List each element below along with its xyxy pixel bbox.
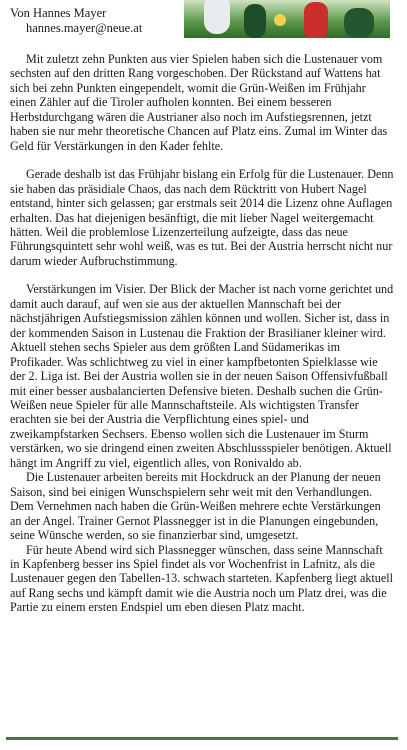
byline [10,6,142,36]
paragraph: Verstärkungen im Visier. Der Blick der Macher ist nach vorne gerichtet und damit auch darauf, auf wen sie aus der aktuellen Mannschaft bei der nächstjährigen Aufstiegsmission zählen können und wollen. Sicher ist, dass in der kommenden Saison in Lustenau die Fraktion der Brasilianer kleiner wird. Aktuell stehen sechs Spieler aus dem größten Land Südamerikas im Profikader. Was schlichtweg zu viel in einer kampfbetonten Spielklasse wie der 2. Liga ist. Bei der Austria wollen sie in der neuen Saison Offensivfußball mit einer besser ausbalancierten Defensive bieten. Deshalb suchen die Grün-Weißen neue Spieler für alle Mannschaftsteile. Als wichtigsten Transfer erachten sie bei der Austria die Verpflichtung eines spiel- und zweikampfstarken Sechsers. Ebenso wollen sich die Lustenauer im Sturm verstärken, wo sie dringend einen zweiten Abschlussspieler benötigen. Aktuell hängt im Angriff zu viel, eigentlich alles, von Ronivaldo ab. [10,282,394,470]
author-email[interactable]: hannes.mayer@neue.at [26,21,143,35]
author-name: Von Hannes Mayer [10,6,107,20]
article-body [10,52,394,615]
ball-shape [274,14,286,26]
footer-rule [6,737,398,740]
paragraph: Gerade deshalb ist das Frühjahr bislang ein Erfolg für die Lustenauer. Denn sie haben das präsidiale Chaos, das nach dem Rücktritt von Hubert Nagel entstand, hinter sich gelassen; gar erstmals seit 2014 die Lizenz ohne Auflagen erhalten. Das hat diejenigen besänftigt, die mit lieber Nagel weitergemacht hätten. Weil die problemlose Lizenzerteilung aufzeigte, dass das neue Führungsquintett sehr wohl weiß, was es tut. Bei der Austria herrscht nicht nur darum wieder Aufbruchstimmung. [10,167,394,268]
paragraph: Die Lustenauer arbeiten bereits mit Hockdruck an der Planung der neuen Saison, sind bei einigen Wunschspielern sehr weit mit den Verhandlungen. Dem Vernehmen nach haben die Grün-Weißen mehrere echte Verstärkungen an der Angel. Trainer Gernot Plassnegger ist in die Planungen eingebunden, seine Wünsche werden, so sie finanzierbar sind, umgesetzt. [10,470,381,543]
paragraph: Für heute Abend wird sich Plassnegger wünschen, dass seine Mannschaft in Kapfenberg besser ins Spiel findet als vor Wochenfrist in Lafnitz, als die Lustenauer gegen den Tabellen-13. schwach starteten. Kapfenberg liegt aktuell auf Rang sechs und kämpft damit wie die Austria noch um Platz drei, was die Partie zu einem ersten Endspiel um eben diesen Platz macht. [10,542,394,615]
player-shape [204,0,230,34]
player-shape [244,4,266,38]
player-shape [304,2,328,38]
paragraph: Mit zuletzt zehn Punkten aus vier Spielen haben sich die Lustenauer vom sechsten auf den dritten Rang vorgeschoben. Der Rückstand auf Wattens hat sich bei zehn Punkten eingependelt, womit die Grün-Weißen im Frühjahr einen Zähler auf die Tiroler aufholen konnten. Bei einem besseren Herbstdurchgang wären die Austrianer also noch im Aufstiegsrennen, jetzt haben sie nur mehr theoretische Chancen auf Platz eins. Zumal im Winter das Geld für Verstärkungen in den Kader fehlte. [10,52,388,153]
player-shape [344,8,374,38]
article-photo [184,0,390,38]
